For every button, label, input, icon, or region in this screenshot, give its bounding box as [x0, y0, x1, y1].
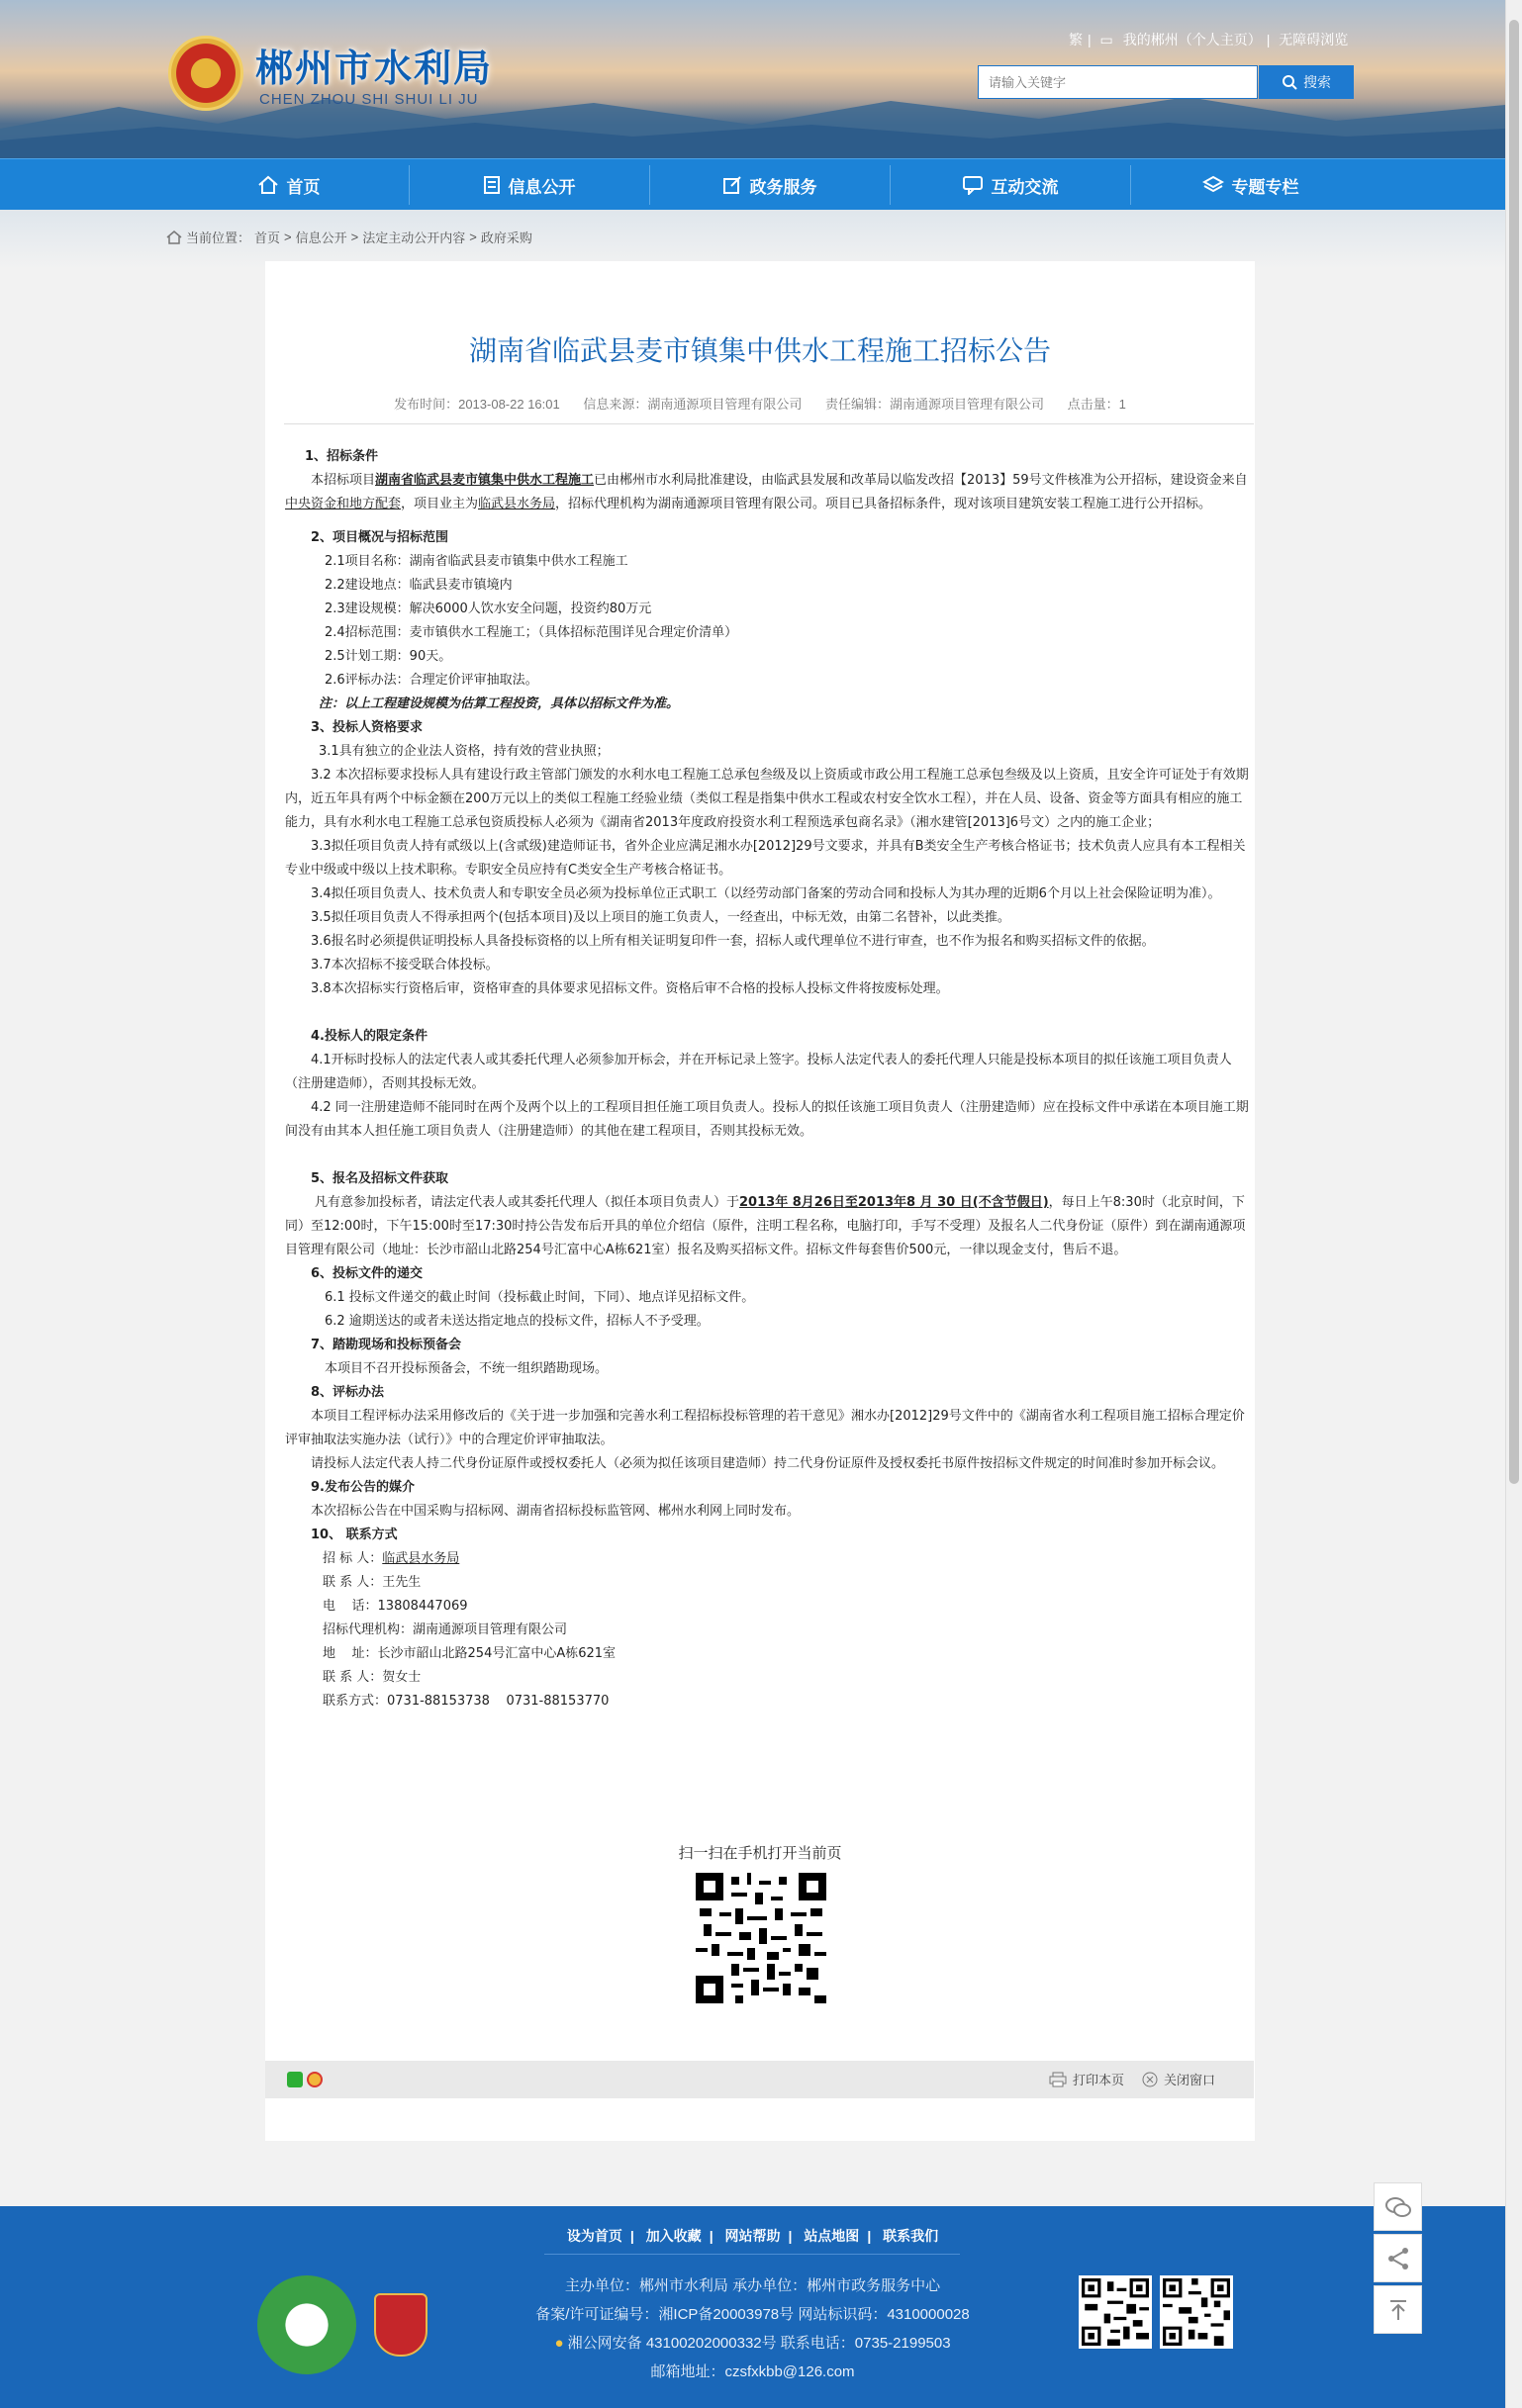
section-heading: 3、投标人资格要求 [311, 720, 424, 735]
registration-dates: 2013年 8月26日至2013年8 月 30 日(不含节假日) [739, 1195, 1049, 1210]
breadcrumb [166, 228, 532, 246]
close-window-button[interactable] [1142, 2070, 1215, 2088]
search-input[interactable] [979, 66, 1246, 98]
nav-home-label: 首页 [286, 177, 321, 197]
section-heading: 10、 联系方式 [311, 1528, 398, 1542]
nav-gov-service-label: 政务服务 [749, 177, 817, 197]
text: 本招标项目 [311, 473, 376, 488]
accessibility-link[interactable]: 无障碍浏览 [1279, 32, 1349, 47]
nav-interaction[interactable] [890, 159, 1130, 211]
contact-line: 地 址：长沙市韶山北路254号汇富中心A栋621室 [323, 1646, 617, 1661]
contact-line [285, 1547, 1253, 1571]
text: 凡有意参加投标者，请法定代表人或其委托代理人（拟任本项目负责人）于 [315, 1195, 740, 1210]
breadcrumb-separator: > [469, 230, 477, 244]
footer-email: 邮箱地址：czsfxkbb@126.com [650, 2363, 855, 2380]
site-header [0, 0, 1505, 158]
footer-info [0, 2271, 1505, 2386]
side-wechat-button[interactable] [1374, 2182, 1422, 2231]
qr-label: 扫一扫在手机打开当前页 [678, 1845, 842, 1862]
vertical-scrollbar[interactable] [1505, 0, 1522, 2408]
add-favorite-link[interactable]: 加入收藏 [645, 2228, 702, 2244]
edit-icon [722, 175, 742, 195]
print-button[interactable] [1049, 2070, 1124, 2088]
list-item: 2.2建设地点：临武县麦市镇境内 [325, 578, 513, 593]
text: ，每日上午8:30时（北京时间，下同）至12:00时，下午15:00时至17:30时持公告发布后开具的单位介绍信（原件，注明工程名称，电脑打印，手写不受理）及报名人二代身份证（原件）到在湖南通源项目管理有限公司（地址：长沙市韶山北路254号汇富中心A栋621室）报名及购买招标文件。招标文件每套售价500元，一律以现金支付，售后不退。 [285, 1195, 1246, 1257]
home-icon [166, 231, 182, 244]
nav-gov-service[interactable] [649, 159, 890, 211]
list-item: 2.6评标办法：合理定价评审抽取法。 [325, 673, 538, 688]
monitor-icon: ▭ [1099, 32, 1113, 47]
article-editor: 责任编辑：湖南通源项目管理有限公司 [825, 397, 1045, 412]
footer-police-text: 湘公网安备 43100202000332号 联系电话：0735-2199503 [567, 2335, 951, 2352]
divider [284, 423, 1254, 424]
article-hits: 点击量：1 [1067, 397, 1126, 412]
print-label: 打印本页 [1073, 2073, 1125, 2087]
note: 注：以上工程建设规模为估算工程投资，具体以招标文件为准。 [319, 696, 680, 711]
footer-sponsor: 主办单位：郴州市水利局 承办单位：郴州市政务服务中心 [564, 2277, 941, 2294]
main-nav [0, 158, 1505, 210]
my-chenzhou-link[interactable]: 我的郴州（个人主页） [1122, 32, 1262, 47]
police-badge-icon: ● [554, 2335, 564, 2352]
breadcrumb-separator: > [284, 230, 292, 244]
publish-time: 发布时间：2013-08-22 16:01 [394, 397, 560, 412]
nav-interaction-label: 互动交流 [991, 177, 1059, 197]
site-logo-text[interactable]: 郴州市水利局 [255, 48, 494, 90]
breadcrumb-item[interactable]: 法定主动公开内容 [362, 231, 466, 245]
contact-us-link[interactable]: 联系我们 [883, 2228, 939, 2244]
share-icon [1386, 2247, 1410, 2270]
breadcrumb-item[interactable]: 首页 [254, 231, 281, 245]
article-body [285, 445, 1253, 1713]
list-item: 3.8本次招标实行资格后审，资格审查的具体要求见招标文件。资格后审不合格的投标人投标文件将按废标处理。 [311, 981, 949, 996]
national-emblem-icon [168, 36, 243, 111]
text: 已由郴州市水利局批准建设，由临武县发展和改革局以临发改招【2013】59号文件核准为公开招标，建设资金来自 [594, 473, 1248, 488]
nav-special-topics-label: 专题专栏 [1231, 177, 1299, 197]
breadcrumb-separator: > [350, 230, 359, 244]
paragraph: 本次招标公告在中国采购与招标网、湖南省招标投标监管网、郴州水利网上同时发布。 [311, 1504, 801, 1519]
breadcrumb-item[interactable]: 政府采购 [480, 231, 532, 245]
qr-code-icon [696, 1873, 826, 2003]
section-heading: 7、踏勘现场和投标预备会 [311, 1338, 462, 1352]
project-name: 湖南省临武县麦市镇集中供水工程施工 [375, 473, 595, 488]
paragraph [285, 1191, 1253, 1262]
text: ，项目业主为 [401, 497, 479, 511]
list-item: 3.4拟任项目负责人、技术负责人和专职安全员必须为投标单位正式职工（以经劳动部门备案的劳动合同和投标人为其办理的近期6个月以上社会保险证明为准）。 [311, 886, 1221, 901]
wechat-share-icon[interactable] [287, 2072, 303, 2087]
article-meta [265, 394, 1255, 413]
party-gov-badge-icon[interactable] [374, 2293, 428, 2357]
civilization-city-badge-icon[interactable] [257, 2275, 356, 2374]
nav-home[interactable] [168, 159, 409, 211]
nav-info-public[interactable] [409, 159, 649, 211]
search-icon [1282, 74, 1297, 90]
breadcrumb-label: 当前位置： [186, 231, 251, 245]
text: 招 标 人： [323, 1551, 383, 1566]
paragraph [285, 469, 1253, 516]
layers-icon [1202, 175, 1224, 195]
section-heading: 1、招标条件 [305, 449, 379, 464]
footer-divider [544, 2254, 960, 2255]
back-to-top-button[interactable] [1374, 2285, 1422, 2334]
list-item: 3.5拟任项目负责人不得承担两个(包括本项目)及以上项目的施工负责人，一经查出，中标无效，由第二名替补，以此类推。 [311, 910, 1010, 925]
traditional-chinese-link[interactable]: 繁 [1069, 32, 1083, 47]
wechat-qr-code-icon [1079, 2275, 1152, 2349]
list-item: 2.1项目名称：湖南省临武县麦市镇集中供水工程施工 [325, 554, 628, 569]
set-homepage-link[interactable]: 设为首页 [566, 2228, 622, 2244]
list-item: 3.6报名时必须提供证明投标人具备投标资格的以上所有相关证明复印件一套，招标人或代理单位不进行审查，也不作为报名和购买招标文件的依据。 [311, 934, 1155, 949]
breadcrumb-item[interactable]: 信息公开 [295, 231, 347, 245]
paragraph: 本项目工程评标办法采用修改后的《关于进一步加强和完善水利工程招标投标管理的若干意见》湘水办[2012]29号文件中的《湖南省水利工程项目施工招标合理定价评审抽取法实施办法（试行）》中的合理定价评审抽取法。 [285, 1409, 1245, 1447]
paragraph: 请投标人法定代表人持二代身份证原件或授权委托人（必须为拟任该项目建造师）持二代身份证原件及授权委托书原件按招标文件规定的时间准时参加开标会议。 [311, 1456, 1225, 1471]
list-item: 3.2 本次招标要求投标人具有建设行政主管部门颁发的水利水电工程施工总承包叁级及以上资质或市政公用工程施工总承包叁级及以上资质，且安全许可证处于有效期内，近五年具有两个中标金额在200万元以上的类似工程施工经验业绩（类似工程是指集中供水工程或农村安全饮水工程），并在人员、设备、资金等方面具有相应的施工能力，具有水利水电工程施工总承包资质投标人必须为《湖南省2013年度政府投资水利工程预选承包商名录》（湘水建管[2013]6号文）之内的施工企业； [285, 768, 1249, 830]
arrow-up-icon [1386, 2298, 1410, 2322]
nav-special-topics[interactable] [1130, 159, 1371, 211]
side-share-button[interactable] [1374, 2234, 1422, 2282]
chat-icon [962, 175, 984, 195]
weibo-share-icon[interactable] [307, 2072, 323, 2087]
list-item: 6.2 逾期送达的或者未送达指定地点的投标文件，招标人不予受理。 [325, 1314, 710, 1329]
list-item: 2.4招标范围：麦市镇供水工程施工；（具体招标范围详见合理定价清单） [325, 625, 738, 640]
list-item: 2.3建设规模：解决6000人饮水安全问题，投资约80万元 [325, 602, 652, 616]
contact-line: 电 话：13808447069 [323, 1599, 468, 1614]
site-logo-pinyin: CHEN ZHOU SHI SHUI LI JU [259, 91, 479, 108]
project-owner: 临武县水务局 [478, 497, 556, 511]
list-item: 3.7本次招标不接受联合体投标。 [311, 958, 499, 972]
scrollbar-thumb[interactable] [1509, 20, 1519, 1484]
tenderer-name: 临武县水务局 [382, 1551, 460, 1566]
printer-icon [1049, 2072, 1067, 2087]
contact-line: 联系方式：0731-88153738 0731-88153770 [323, 1694, 610, 1709]
section-heading: 4.投标人的限定条件 [311, 1029, 428, 1044]
footer-icp: 备案/许可证编号：湘ICP备20003978号 网站标识码：4310000028 [535, 2306, 970, 2323]
paragraph: 本项目不召开投标预备会，不统一组织踏勘现场。 [325, 1361, 609, 1376]
wechat-icon [1384, 2195, 1412, 2219]
text: ，招标代理机构为湖南通源项目管理有限公司。项目已具备招标条件，现对该项目建筑安装工程施工进行公开招标。 [555, 497, 1212, 511]
section-heading: 9.发布公告的媒介 [311, 1480, 415, 1495]
section-heading: 6、投标文件的递交 [311, 1266, 424, 1281]
sitemap-link[interactable]: 站点地图 [804, 2228, 860, 2244]
site-help-link[interactable]: 网站帮助 [724, 2228, 781, 2244]
list-item: 4.1开标时投标人的法定代表人或其委托代理人必须参加开标会，并在开标记录上签字。投标人法定代表人的委托代理人只能是投标本项目的拟任该施工项目负责人（注册建造师），否则其投标无效。 [285, 1053, 1232, 1091]
footer-links: 设为首页 | 加入收藏 | 网站帮助 | 站点地图 | 联系我们 [566, 2228, 939, 2244]
share-icons [287, 2072, 323, 2087]
search-button-label: 搜索 [1303, 74, 1331, 90]
section-heading: 2、项目概况与招标范围 [311, 530, 449, 545]
section-heading: 8、评标办法 [311, 1385, 385, 1400]
list-item: 3.3拟任项目负责人持有贰级以上(含贰级)建造师证书，省外企业应满足湘水办[2012]29号文要求，并具有B类安全生产考核合格证书；技术负责人应具有本工程相关专业中级或中级以上技术职称。专职安全员应持有C类安全生产考核合格证书。 [285, 839, 1246, 878]
list-item: 4.2 同一注册建造师不能同时在两个及两个以上的工程项目担任施工项目负责人。投标人的拟任该施工项目负责人（注册建造师）应在投标文件中承诺在本项目施工期间没有由其本人担任施工项目负责人（注册建造师）的其他在建工程项目，否则其投标无效。 [285, 1100, 1249, 1139]
article-title: 湖南省临武县麦市镇集中供水工程施工招标公告 [468, 335, 1051, 366]
search-button[interactable] [1259, 65, 1354, 99]
list-item: 6.1 投标文件递交的截止时间（投标截止时间，下同）、地点详见招标文件。 [325, 1290, 755, 1305]
page-tools [1049, 2070, 1215, 2088]
close-icon [1142, 2072, 1158, 2087]
home-icon [257, 175, 279, 195]
footer-police-record [0, 2329, 1505, 2358]
search-box [978, 65, 1258, 99]
close-window-label: 关闭窗口 [1164, 2073, 1216, 2087]
contact-line: 招标代理机构：湖南通源项目管理有限公司 [323, 1622, 568, 1637]
article-source: 信息来源：湖南通源项目管理有限公司 [583, 397, 803, 412]
contact-line: 联 系 人：王先生 [323, 1575, 422, 1590]
nav-info-public-label: 信息公开 [508, 177, 576, 197]
contact-line: 联 系 人：贺女士 [323, 1670, 422, 1685]
weibo-qr-code-icon [1160, 2275, 1233, 2349]
document-icon [483, 175, 501, 195]
top-links: 繁 | ▭ 我的郴州（个人主页） | 无障碍浏览 [1069, 32, 1349, 47]
list-item: 2.5计划工期：90天。 [325, 649, 452, 664]
funding-source: 中央资金和地方配套 [285, 497, 402, 511]
list-item: 3.1具有独立的企业法人资格，持有效的营业执照； [319, 744, 610, 759]
section-heading: 5、报名及招标文件获取 [311, 1171, 449, 1186]
